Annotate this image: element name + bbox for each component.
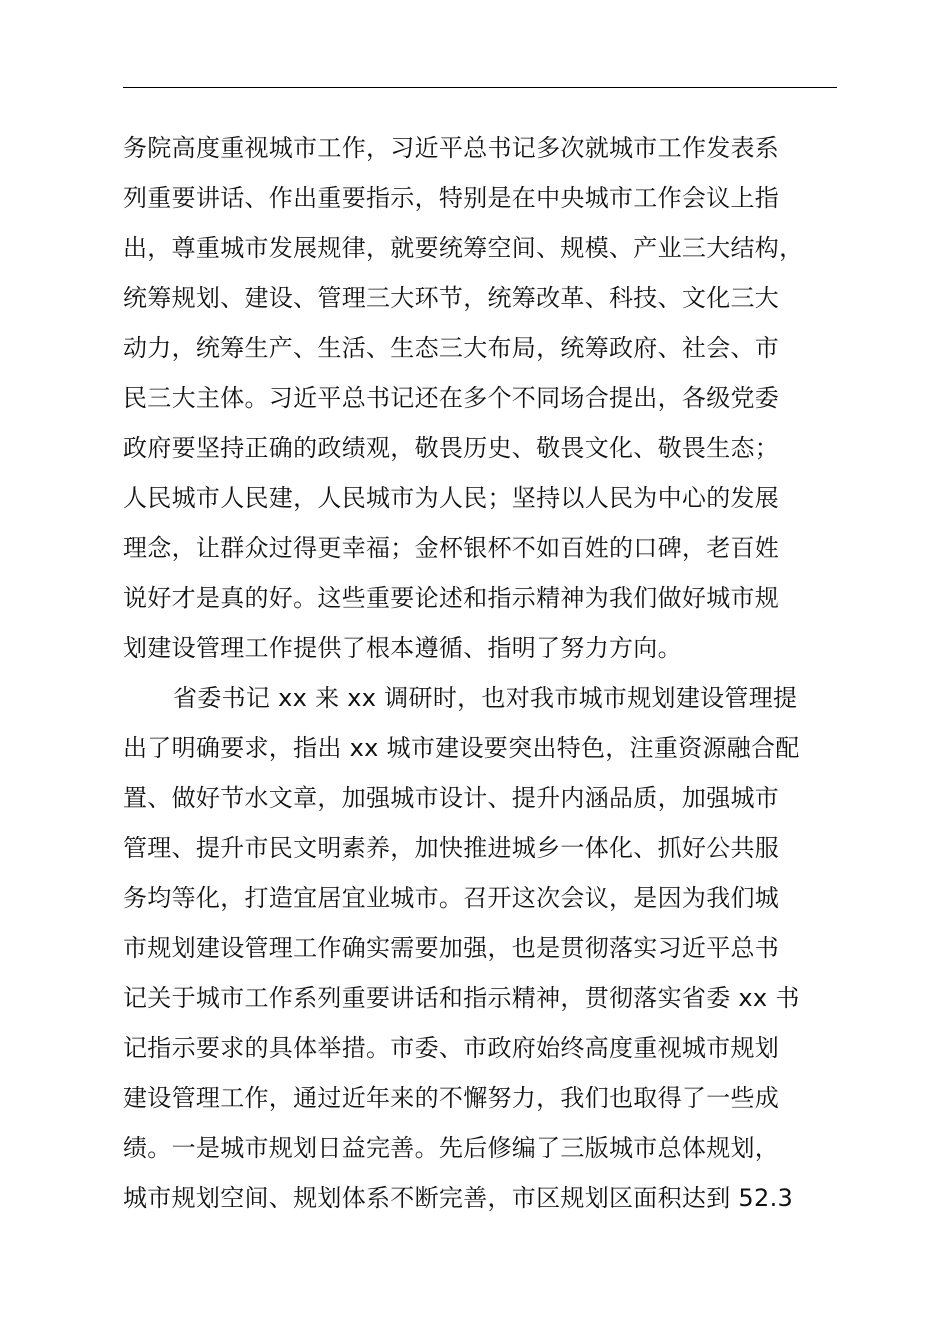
text-line: 记指示要求的具体举措。市委、市政府始终高度重视城市规划 (123, 1034, 780, 1062)
text-line: 绩。一是城市规划日益完善。先后修编了三版城市总体规划， (123, 1134, 780, 1162)
text-line: 动力，统筹生产、生活、生态三大布局，统筹政府、社会、市 (123, 334, 780, 362)
text-line: 出了明确要求，指出 xx 城市建设要突出特色，注重资源融合配 (123, 734, 800, 762)
text-line: 务院高度重视城市工作，习近平总书记多次就城市工作发表系 (123, 134, 780, 162)
text-line: 省委书记 xx 来 xx 调研时，也对我市城市规划建设管理提 (173, 684, 798, 712)
document-body (123, 123, 843, 1223)
paragraph-2 (123, 673, 843, 1223)
text-line: 说好才是真的好。这些重要论述和指示精神为我们做好城市规 (123, 584, 780, 612)
text-line: 务均等化，打造宜居宜业城市。召开这次会议，是因为我们城 (123, 884, 780, 912)
text-line: 民三大主体。习近平总书记还在多个不同场合提出，各级党委 (123, 384, 780, 412)
text-line: 划建设管理工作提供了根本遵循、指明了努力方向。 (123, 634, 682, 662)
text-line: 出，尊重城市发展规律，就要统筹空间、规模、产业三大结构， (123, 234, 804, 262)
text-line: 建设管理工作，通过近年来的不懈努力，我们也取得了一些成 (123, 1084, 780, 1112)
text-line: 统筹规划、建设、管理三大环节，统筹改革、科技、文化三大 (123, 284, 780, 312)
text-line: 置、做好节水文章，加强城市设计、提升内涵品质，加强城市 (123, 784, 780, 812)
text-line: 城市规划空间、规划体系不断完善，市区规划区面积达到 52.3 (123, 1184, 794, 1212)
text-line: 理念，让群众过得更幸福；金杯银杯不如百姓的口碑，老百姓 (123, 534, 780, 562)
header-rule (123, 87, 837, 88)
text-line: 记关于城市工作系列重要讲话和指示精神，贯彻落实省委 xx 书 (123, 984, 800, 1012)
text-line: 列重要讲话、作出重要指示，特别是在中央城市工作会议上指 (123, 184, 780, 212)
text-line: 人民城市人民建，人民城市为人民；坚持以人民为中心的发展 (123, 484, 780, 512)
paragraph-1 (123, 123, 843, 673)
text-line: 政府要坚持正确的政绩观，敬畏历史、敬畏文化、敬畏生态； (123, 434, 780, 462)
text-line: 市规划建设管理工作确实需要加强，也是贯彻落实习近平总书 (123, 934, 780, 962)
text-line: 管理、提升市民文明素养，加快推进城乡一体化、抓好公共服 (123, 834, 780, 862)
